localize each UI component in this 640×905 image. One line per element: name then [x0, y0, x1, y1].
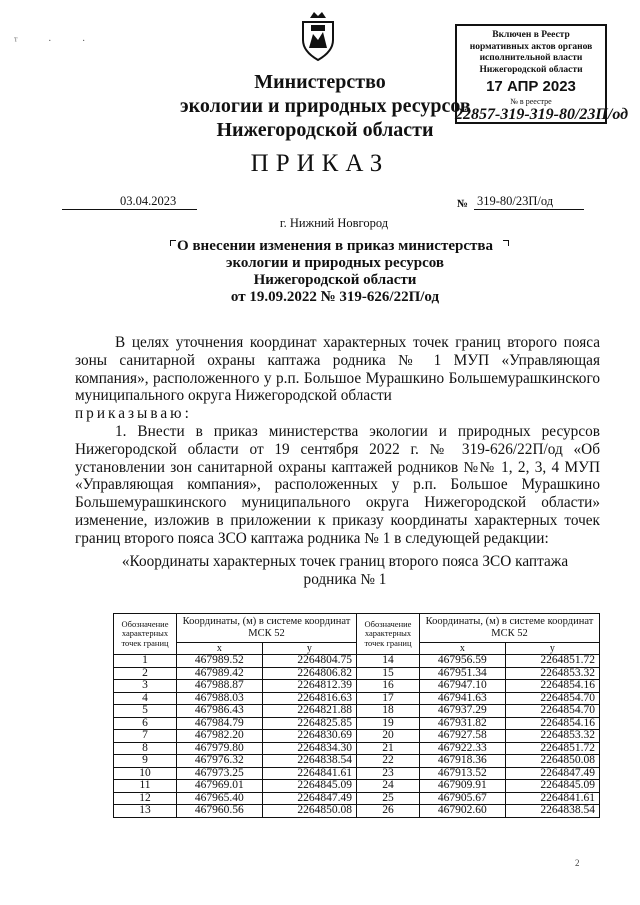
- table-cell-coord-x: 467941.63: [419, 692, 505, 705]
- table-cell-point-number: 12: [114, 792, 177, 805]
- table-cell-point-number: 19: [356, 717, 419, 730]
- table-cell-coord-x: 467905.67: [419, 792, 505, 805]
- number-sign: №: [457, 198, 469, 210]
- table-cell-coord-y: 2264853.32: [505, 667, 599, 680]
- table-cell-point-number: 7: [114, 730, 177, 743]
- table-cell-coord-y: 2264854.70: [505, 692, 599, 705]
- table-cell-point-number: 16: [356, 680, 419, 693]
- col-header-point-right: Обозначение характерных точек границ: [356, 614, 419, 655]
- table-cell-point-number: 15: [356, 667, 419, 680]
- table-cell-coord-x: 467960.56: [177, 805, 263, 818]
- order-word: приказываю:: [75, 405, 192, 422]
- table-cell-coord-y: 2264845.09: [262, 780, 356, 793]
- table-cell-coord-y: 2264847.49: [262, 792, 356, 805]
- table-cell-coord-x: 467986.43: [177, 705, 263, 718]
- table-cell-coord-x: 467982.20: [177, 730, 263, 743]
- table-cell-coord-x: 467951.34: [419, 667, 505, 680]
- table-cell-point-number: 20: [356, 730, 419, 743]
- ministry-name-line-1: Министерство: [254, 71, 386, 93]
- table-cell-coord-y: 2264850.08: [505, 755, 599, 768]
- date-underline: [62, 209, 197, 210]
- table-cell-coord-y: 2264841.61: [262, 767, 356, 780]
- coordinates-table: [113, 613, 600, 818]
- number-underline: [474, 209, 584, 210]
- order-item-1: 1. Внести в приказ министерства экологии и природных ресурсов Нижегородской области от 19 сентября 2022 г. № 319-626/22П/од «Об установлении зон санитарной охраны каптажей родников №№ 1, 2, 3, 4 МУП «Управляющая компания», расположенных у р.п. Большое Мурашкино Большемурашкинского муниципального округа Нижегородской области» изменение, изложив в приложении к приказу координаты характерных точек границ второго пояса ЗСО каптажа родника № 1 в следующей редакции:: [75, 423, 600, 547]
- table-cell-point-number: 9: [114, 755, 177, 768]
- table-cell-coord-x: 467988.03: [177, 692, 263, 705]
- table-cell-coord-x: 467976.32: [177, 755, 263, 768]
- table-cell-coord-y: 2264821.88: [262, 705, 356, 718]
- table-row: [114, 755, 600, 768]
- table-cell-point-number: 2: [114, 667, 177, 680]
- table-cell-coord-y: 2264853.32: [505, 730, 599, 743]
- table-row: [114, 705, 600, 718]
- table-cell-coord-y: 2264816.63: [262, 692, 356, 705]
- subject-line-2: экологии и природных ресурсов: [226, 255, 444, 271]
- subject-line-3: Нижегородской области: [253, 272, 417, 288]
- table-cell-coord-x: 467984.79: [177, 717, 263, 730]
- table-row: [114, 680, 600, 693]
- table-cell-coord-y: 2264812.39: [262, 680, 356, 693]
- table-cell-coord-x: 467931.82: [419, 717, 505, 730]
- table-cell-coord-y: 2264851.72: [505, 742, 599, 755]
- subject-line-4: от 19.09.2022 № 319-626/22П/од: [230, 289, 440, 305]
- annex-title-line-1: «Координаты характерных точек границ второго пояса ЗСО каптажа: [121, 553, 569, 570]
- table-cell-coord-x: 467922.33: [419, 742, 505, 755]
- table-cell-point-number: 26: [356, 805, 419, 818]
- table-cell-coord-x: 467913.52: [419, 767, 505, 780]
- table-header-row: [114, 614, 600, 643]
- table-cell-coord-x: 467947.10: [419, 680, 505, 693]
- table-body: [114, 655, 600, 818]
- table-cell-point-number: 23: [356, 767, 419, 780]
- table-cell-coord-y: 2264847.49: [505, 767, 599, 780]
- table-cell-coord-x: 467989.42: [177, 667, 263, 680]
- table-cell-coord-y: 2264825.85: [262, 717, 356, 730]
- table-cell-coord-y: 2264804.75: [262, 655, 356, 668]
- table-cell-coord-y: 2264838.54: [505, 805, 599, 818]
- table-cell-coord-y: 2264851.72: [505, 655, 599, 668]
- table-row: [114, 667, 600, 680]
- stamp-registry-label: № в реестре: [510, 97, 552, 106]
- stamp-date: 17 АПР 2023: [486, 78, 576, 95]
- table-row: [114, 742, 600, 755]
- table-row: [114, 655, 600, 668]
- table-cell-coord-x: 467956.59: [419, 655, 505, 668]
- table-cell-coord-x: 467902.60: [419, 805, 505, 818]
- table-cell-coord-x: 467937.29: [419, 705, 505, 718]
- table-cell-point-number: 10: [114, 767, 177, 780]
- annex-title-line-2: родника № 1: [303, 570, 387, 588]
- table-cell-coord-x: 467909.91: [419, 780, 505, 793]
- table-cell-point-number: 5: [114, 705, 177, 718]
- table-cell-coord-x: 467979.80: [177, 742, 263, 755]
- table-cell-coord-y: 2264806.82: [262, 667, 356, 680]
- ministry-name-line-2: экологии и природных ресурсов: [180, 95, 471, 117]
- table-cell-coord-x: 467969.01: [177, 780, 263, 793]
- stamp-line-1: Включен в Реестр: [492, 30, 570, 40]
- table-cell-coord-x: 467965.40: [177, 792, 263, 805]
- document-number: 319-80/23П/од: [477, 194, 554, 208]
- table-cell-coord-y: 2264834.30: [262, 742, 356, 755]
- table-cell-point-number: 6: [114, 717, 177, 730]
- table-cell-point-number: 8: [114, 742, 177, 755]
- table-cell-coord-y: 2264854.16: [505, 680, 599, 693]
- table-cell-point-number: 24: [356, 780, 419, 793]
- document-subject: [150, 238, 520, 306]
- table-cell-point-number: 13: [114, 805, 177, 818]
- table-cell-coord-x: 467988.87: [177, 680, 263, 693]
- col-header-x-right: x: [419, 643, 505, 655]
- stamp-line-4: Нижегородской области: [479, 64, 583, 75]
- col-header-y-right: y: [505, 643, 599, 655]
- table-cell-coord-y: 2264838.54: [262, 755, 356, 768]
- stamp-line-2: нормативных актов органов: [469, 41, 593, 52]
- annex-title: [90, 553, 600, 589]
- table-cell-point-number: 18: [356, 705, 419, 718]
- col-header-coords-left: Координаты, (м) в системе координат МСК 52: [177, 614, 357, 643]
- table-cell-coord-y: 2264841.61: [505, 792, 599, 805]
- table-row: [114, 730, 600, 743]
- table-cell-coord-x: 467927.58: [419, 730, 505, 743]
- subject-line-1: О внесении изменения в приказ министерства: [177, 238, 493, 254]
- col-header-point-left: Обозначение характерных точек границ: [114, 614, 177, 655]
- table-cell-coord-y: 2264850.08: [262, 805, 356, 818]
- table-cell-point-number: 17: [356, 692, 419, 705]
- table-cell-point-number: 22: [356, 755, 419, 768]
- stamp-registry-number: 22857-319-319-80/23П/од: [455, 106, 629, 123]
- preamble-paragraph: В целях уточнения координат характерных точек границ второго пояса зоны санитарной охраны каптажа родника № 1 МУП «Управляющая компания», расположенного у р.п. Большое Мурашкино Большемурашкинского муниципального округа Нижегородской области: [75, 334, 600, 405]
- table-cell-point-number: 4: [114, 692, 177, 705]
- col-header-coords-right: Координаты, (м) в системе координат МСК 52: [419, 614, 599, 643]
- table-cell-coord-y: 2264845.09: [505, 780, 599, 793]
- table-row: [114, 805, 600, 818]
- table-row: [114, 717, 600, 730]
- table-cell-coord-x: 467918.36: [419, 755, 505, 768]
- table-cell-point-number: 25: [356, 792, 419, 805]
- table-cell-coord-y: 2264854.70: [505, 705, 599, 718]
- table-cell-coord-y: 2264830.69: [262, 730, 356, 743]
- document-date: 03.04.2023: [120, 194, 177, 208]
- page-mark: 2: [575, 858, 580, 868]
- table-cell-point-number: 3: [114, 680, 177, 693]
- table-cell-coord-x: 467973.25: [177, 767, 263, 780]
- table-cell-point-number: 11: [114, 780, 177, 793]
- stamp-line-3: исполнительной власти: [479, 53, 583, 63]
- table-cell-point-number: 21: [356, 742, 419, 755]
- table-cell-point-number: 14: [356, 655, 419, 668]
- table-row: [114, 692, 600, 705]
- ministry-name-line-3: Нижегородской области: [216, 119, 434, 141]
- document-title: ПРИКАЗ: [250, 150, 390, 177]
- document-city: г. Нижний Новгород: [279, 216, 389, 230]
- coat-of-arms-icon: [297, 10, 339, 62]
- margin-marks: ᵀ · ·: [14, 36, 100, 47]
- table-row: [114, 792, 600, 805]
- table-cell-coord-y: 2264854.16: [505, 717, 599, 730]
- table-cell-coord-x: 467989.52: [177, 655, 263, 668]
- table-cell-point-number: 1: [114, 655, 177, 668]
- table-row: [114, 780, 600, 793]
- table-row: [114, 767, 600, 780]
- col-header-x-left: x: [177, 643, 263, 655]
- col-header-y-left: y: [262, 643, 356, 655]
